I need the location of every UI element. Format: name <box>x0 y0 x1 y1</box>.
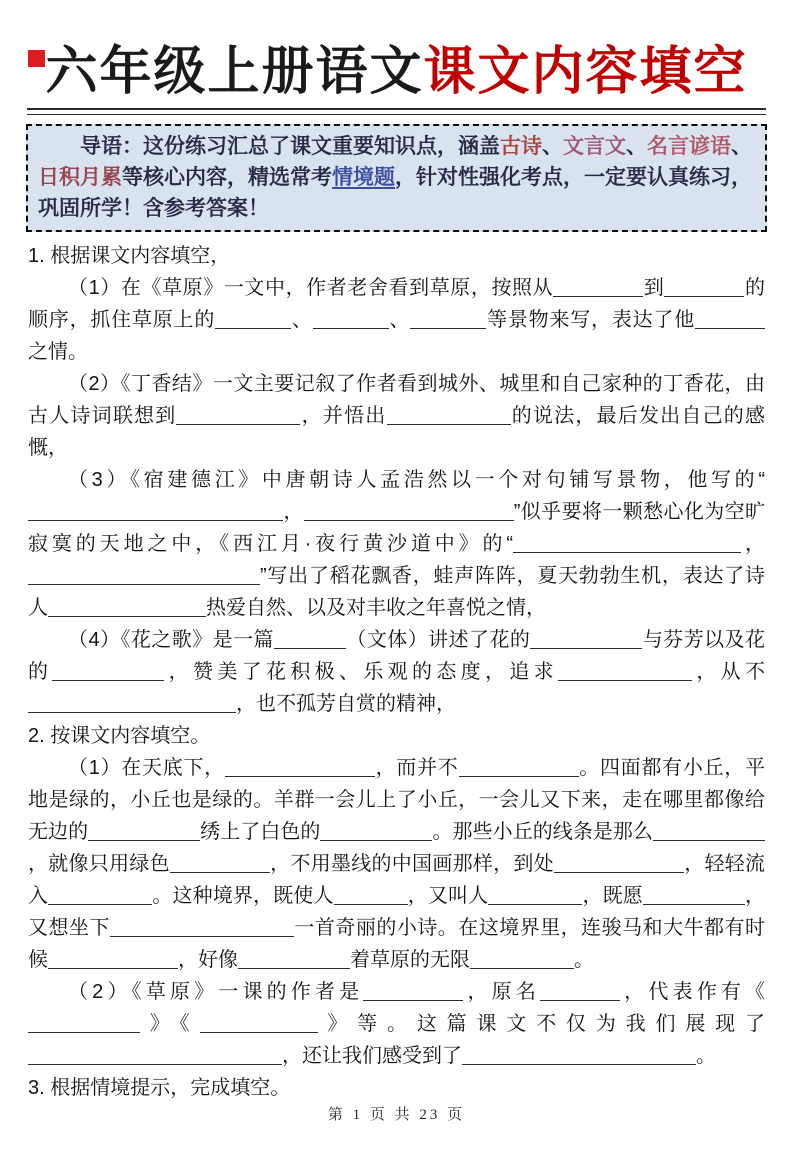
fill-blank <box>28 507 283 521</box>
text-run: ，从不 <box>692 661 766 683</box>
text-run: ”似乎要将一颗愁心化为空旷寂寞的天地之中，《西江月·夜行黄沙道中》的“ <box>28 501 765 555</box>
fill-blank <box>363 987 463 1001</box>
fill-blank <box>28 1019 140 1033</box>
text-run: 。四面都有小丘，平地是绿的，小丘也是绿的。羊群一会儿上了小丘，一会儿又下来，走在哪里都像给无边的 <box>28 757 766 843</box>
intro-text <box>38 134 752 220</box>
text-run: （3）《宿建德江》中唐朝诗人孟浩然以一个对句铺写景物，他写的“ <box>68 469 765 491</box>
fill-blank <box>334 891 408 905</box>
fill-blank <box>387 411 511 425</box>
text-run: （2）《草原》一课的作者是 <box>68 981 364 1003</box>
page-title <box>14 42 779 104</box>
text-run: 、 <box>626 134 647 158</box>
text-run: ，原名 <box>463 981 541 1003</box>
fill-blank <box>553 283 643 297</box>
title-main: 六年级上册语文 <box>45 44 424 101</box>
title-double-rule <box>27 108 766 115</box>
question-paragraph <box>28 368 765 464</box>
text-run: ，还让我们感受到了 <box>282 1045 462 1067</box>
text-run: 导语：这份练习汇总了课文重要知识点，涵盖 <box>80 134 500 158</box>
worksheet-body <box>28 240 765 1104</box>
text-run: 文言文 <box>563 134 626 158</box>
text-run: ，就像只用绿色 <box>28 853 170 875</box>
text-run: ，轻轻流入 <box>28 853 766 907</box>
text-run: 3. 根据情境提示，完成填空。 <box>28 1077 291 1099</box>
text-run: ，并悟出 <box>300 405 387 427</box>
fill-blank <box>52 667 164 681</box>
text-run: （文体）讲述了花的 <box>345 629 531 651</box>
fill-blank <box>274 635 346 649</box>
fill-blank <box>470 955 574 969</box>
fill-blank <box>554 859 684 873</box>
fill-blank <box>488 891 582 905</box>
text-run: ，又想坐下 <box>28 885 766 939</box>
text-run: 名言谚语 <box>647 134 731 158</box>
text-run: 的说法，最后发出自己的感慨， <box>28 405 766 459</box>
fill-blank <box>320 827 432 841</box>
question-paragraph <box>28 752 765 976</box>
fill-blank <box>643 891 745 905</box>
fill-blank <box>110 923 294 937</box>
fill-blank <box>225 763 375 777</box>
question-paragraph <box>28 1072 765 1104</box>
text-run: 绣上了白色的 <box>200 821 321 843</box>
text-run: ，既愿 <box>582 885 643 907</box>
text-run: 。那些小丘的线条是那么 <box>432 821 654 843</box>
text-run: 到 <box>643 277 665 299</box>
question-paragraph <box>28 976 765 1072</box>
fill-blank <box>200 1019 318 1033</box>
text-run: 着草原的无限 <box>350 949 470 971</box>
fill-blank <box>462 1051 696 1065</box>
fill-blank <box>513 539 741 553</box>
text-run: （1）在天底下， <box>68 757 225 779</box>
text-run: ”写出了稻花飘香，蛙声阵阵，夏天勃勃生机，表达了诗人 <box>28 565 765 619</box>
red-corner-marker <box>28 50 45 67</box>
text-run: 与芬芳以及花的 <box>28 629 766 683</box>
question-paragraph <box>28 720 765 752</box>
question-paragraph <box>28 624 765 720</box>
text-run: 等景物来写，表达了他 <box>486 309 696 331</box>
fill-blank <box>653 827 765 841</box>
text-run: 巩固所学！含参考答案！ <box>38 196 269 220</box>
text-run: 》等。这篇课文不仅为我们展现了 <box>317 1013 765 1035</box>
text-run: 日积月累 <box>38 165 122 189</box>
text-run: 2. 按课文内容填空。 <box>28 725 211 747</box>
text-run: 。 <box>574 949 594 971</box>
text-run: ，代表作有《 <box>620 981 766 1003</box>
text-run: （4）《花之歌》是一篇 <box>68 629 274 651</box>
text-run: 的顺序，抓住草原上的 <box>28 277 766 331</box>
fill-blank <box>48 603 206 617</box>
text-run: 等核心内容，精选常考 <box>122 165 332 189</box>
text-run: 1. 根据课文内容填空， <box>28 245 231 267</box>
text-run: 、 <box>542 134 563 158</box>
text-run: （2）《丁香结》一文主要记叙了作者看到城外、城里和自己家种的丁香花，由古人诗词联想到 <box>28 373 765 427</box>
fill-blank <box>215 315 291 329</box>
text-run: ， <box>741 533 766 555</box>
text-run: 、 <box>291 309 313 331</box>
fill-blank <box>48 891 152 905</box>
fill-blank <box>695 315 765 329</box>
text-run: 情境题 <box>332 165 395 189</box>
fill-blank <box>313 315 389 329</box>
question-paragraph <box>28 464 765 624</box>
fill-blank <box>459 763 579 777</box>
fill-blank <box>304 507 514 521</box>
text-run: 之情。 <box>28 341 88 363</box>
page-footer: 第 1 页 共 23 页 <box>327 1107 466 1123</box>
question-paragraph <box>28 272 765 368</box>
text-run: 。这种境界，既使人 <box>152 885 334 907</box>
fill-blank <box>558 667 692 681</box>
text-run: 》《 <box>140 1013 200 1035</box>
fill-blank <box>176 411 300 425</box>
text-run: ，赞美了花积极、乐观的态度，追求 <box>164 661 559 683</box>
text-run: ，不用墨线的中国画那样，到处 <box>269 853 554 875</box>
intro-box <box>26 124 767 232</box>
text-run: 一首奇丽的小诗。在这境界里，连骏马和大牛都有时候 <box>28 917 766 971</box>
fill-blank <box>530 635 642 649</box>
question-paragraph <box>28 240 765 272</box>
fill-blank <box>238 955 350 969</box>
text-run: ，也不孤芳自赏的精神， <box>236 693 456 715</box>
text-run: （1）在《草原》一文中，作者老舍看到草原，按照从 <box>68 277 554 299</box>
fill-blank <box>540 987 620 1001</box>
text-run: 古诗 <box>500 134 542 158</box>
text-run: 、 <box>731 134 752 158</box>
text-run: 热爱自然、以及对丰收之年喜悦之情， <box>206 597 546 619</box>
fill-blank <box>664 283 744 297</box>
fill-blank <box>28 1051 282 1065</box>
fill-blank <box>410 315 486 329</box>
text-run: 、 <box>388 309 411 331</box>
text-run: ，针对性强化考点，一定要认真练习， <box>395 165 752 189</box>
text-run: 。 <box>696 1045 716 1067</box>
fill-blank <box>170 859 270 873</box>
fill-blank <box>48 955 178 969</box>
text-run: ，好像 <box>178 949 238 971</box>
title-highlight: 课文内容填空 <box>423 44 748 101</box>
text-run: ，又叫人 <box>407 885 489 907</box>
fill-blank <box>88 827 200 841</box>
text-run: ， <box>283 501 304 523</box>
fill-blank <box>28 699 236 713</box>
text-run: ，而并不 <box>374 757 459 779</box>
fill-blank <box>28 571 260 585</box>
